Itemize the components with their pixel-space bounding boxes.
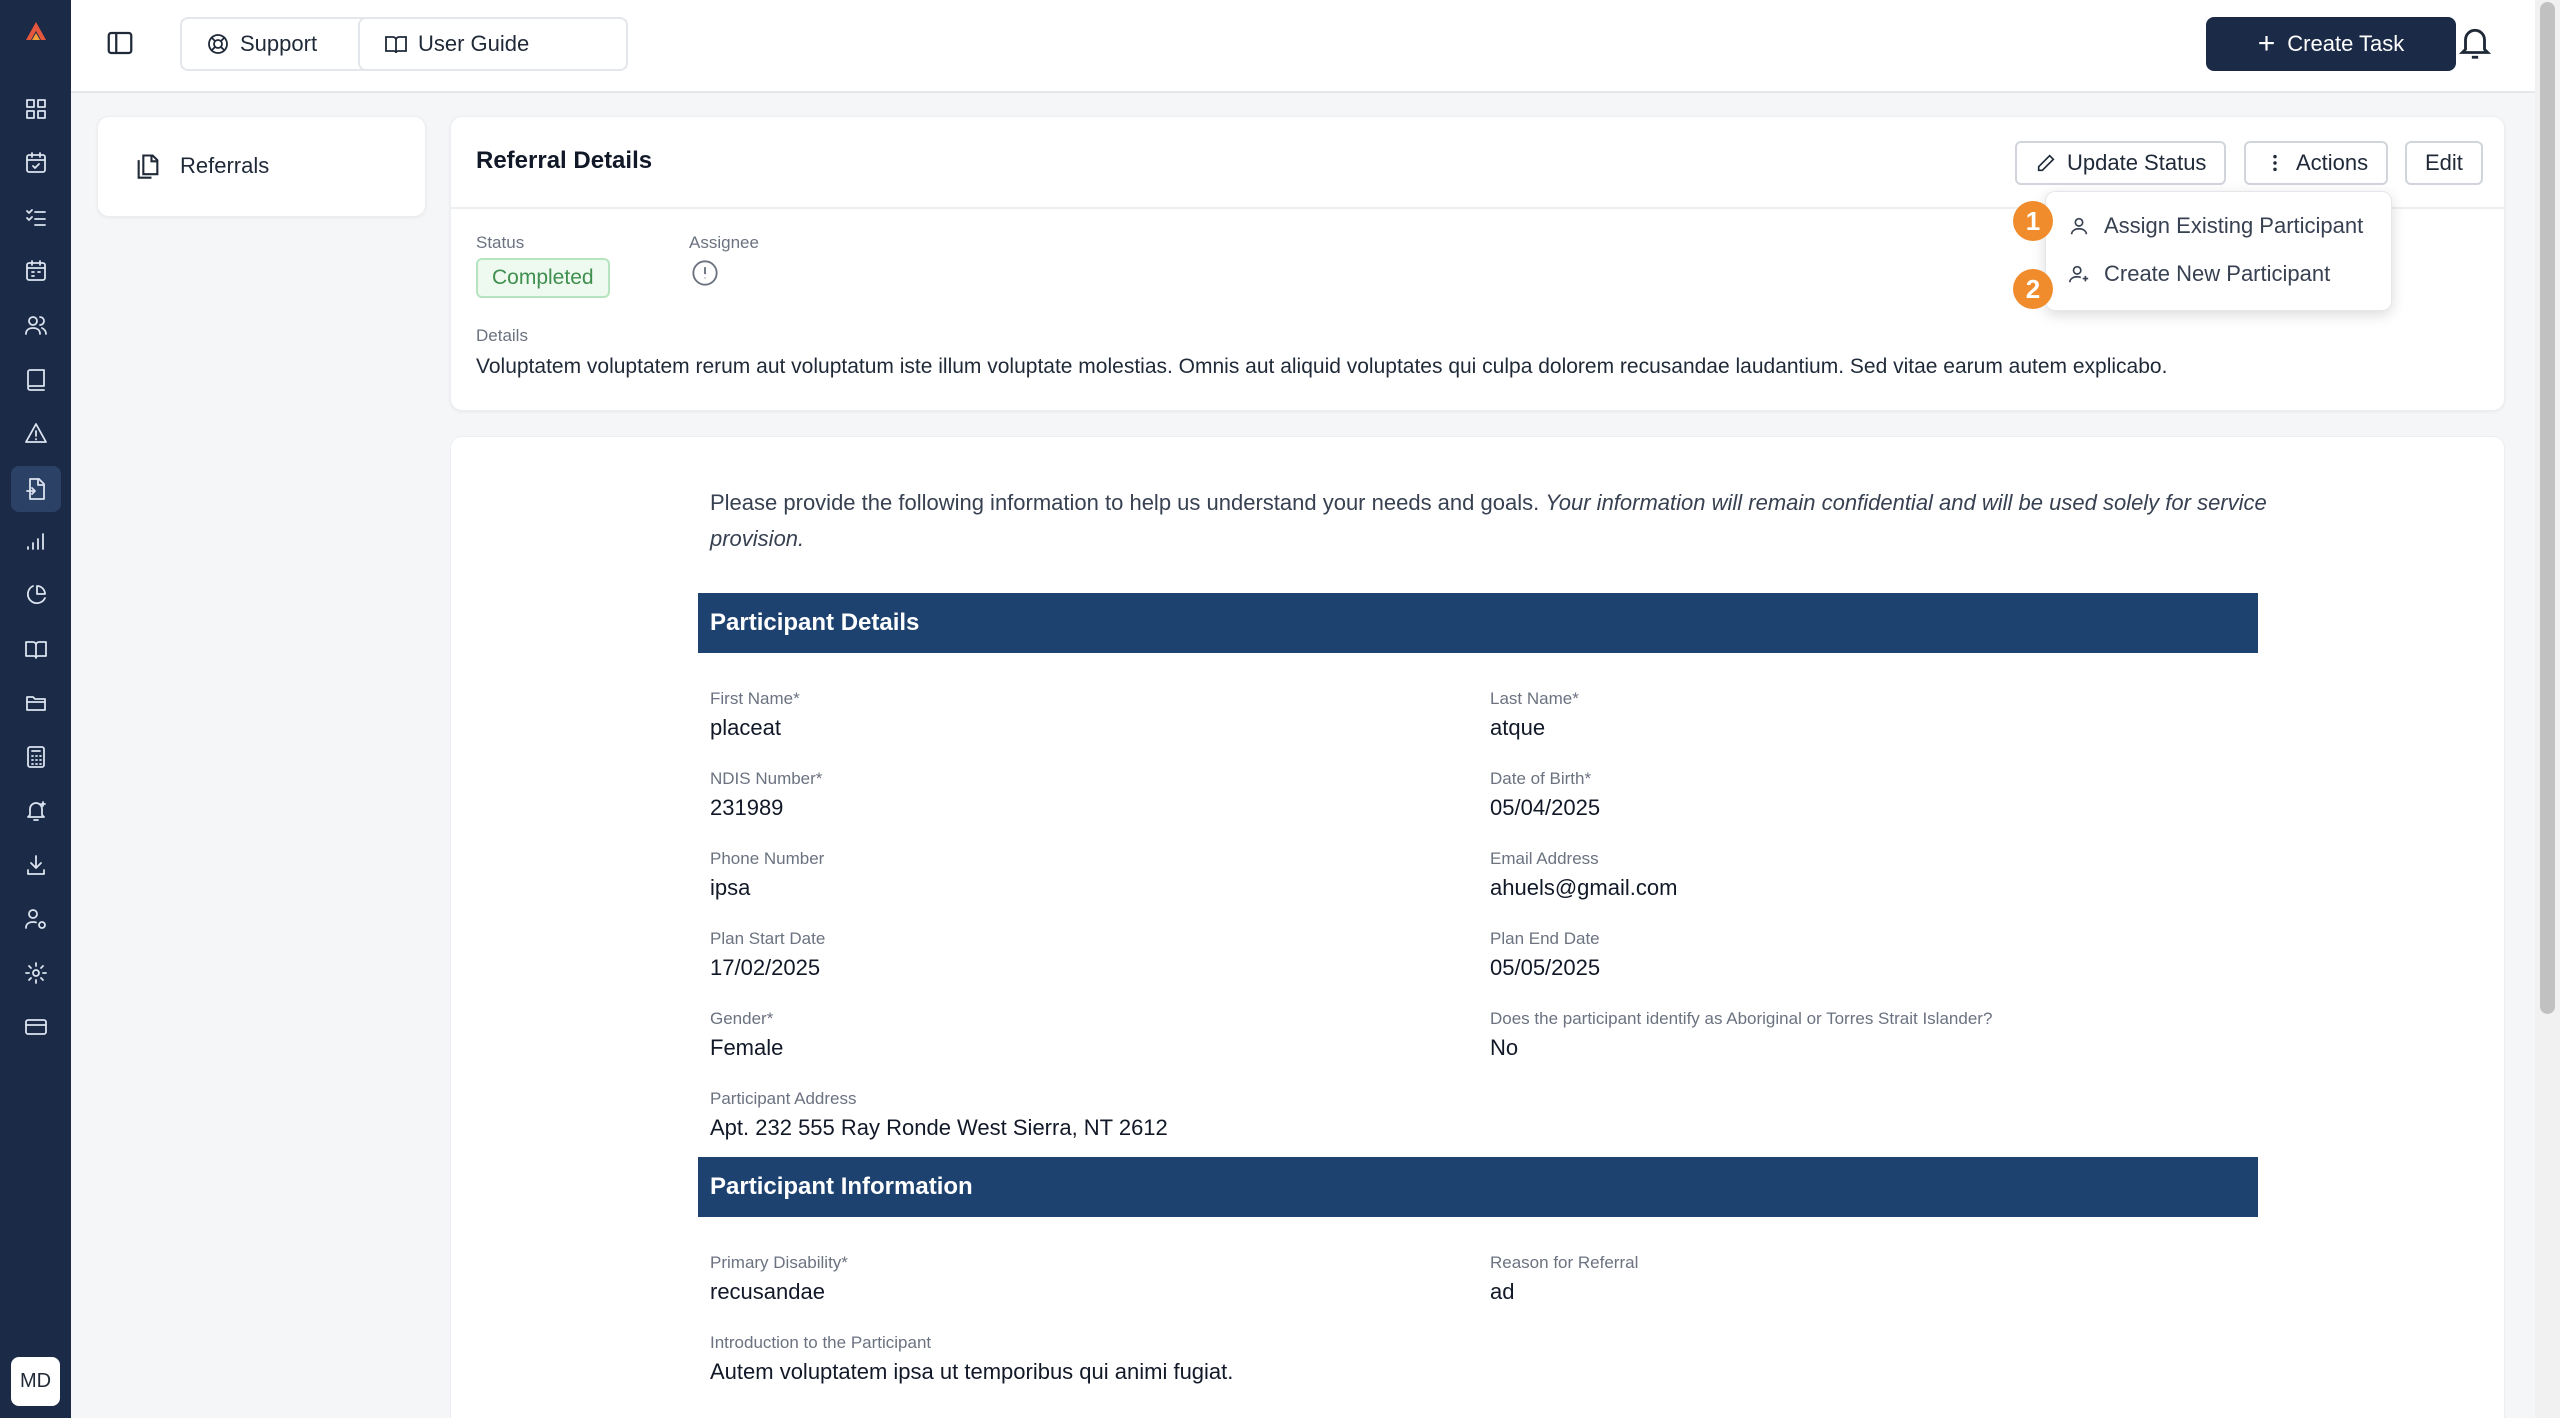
field-label: Introduction to the Participant — [710, 1333, 932, 1352]
section-header-participant-details: Participant Details — [698, 593, 2258, 653]
app-logo[interactable] — [22, 18, 50, 46]
create-task-label: Create Task — [2287, 31, 2405, 56]
sidebar-item-label: Referrals — [180, 153, 270, 178]
section-header-participant-information: Participant Information — [698, 1157, 2258, 1217]
top-bar — [71, 0, 2535, 93]
alert-icon[interactable] — [0, 408, 71, 462]
credit-card-icon[interactable] — [0, 1002, 71, 1056]
field-last-name — [1490, 689, 1579, 741]
field-label: Email Address — [1490, 849, 1599, 868]
update-status-label: Update Status — [2067, 150, 2207, 175]
field-reason-for-referral — [1490, 1253, 1638, 1305]
details-text: Voluptatem voluptatem rerum aut voluptatum iste illum voluptate molestias. Omnis aut aliquid voluptates qui culpa dolorem recusandae laudantium. Sed vitae earum autem explicabo. — [476, 355, 2168, 378]
avatar[interactable]: MD — [11, 1357, 60, 1406]
left-rail — [0, 0, 71, 1418]
field-label: Plan End Date — [1490, 929, 1600, 948]
book-open-icon — [384, 32, 408, 56]
field-value: 05/04/2025 — [1490, 795, 1601, 820]
referrals-side-card — [97, 116, 426, 217]
menu-item-label: Create New Participant — [2104, 261, 2331, 286]
user-icon — [2068, 215, 2090, 237]
pencil-icon — [2035, 152, 2057, 174]
field-email-address — [1490, 849, 1677, 901]
field-value: Autem voluptatem ipsa ut temporibus qui animi fugiat. — [710, 1359, 1234, 1384]
user-cog-icon[interactable] — [0, 894, 71, 948]
field-gender — [710, 1009, 783, 1061]
marker-badge: 2 — [2013, 269, 2053, 309]
field-label: Reason for Referral — [1490, 1253, 1639, 1272]
edit-label: Edit — [2425, 150, 2463, 175]
field-aboriginal-torres-strait — [1490, 1009, 1992, 1061]
field-phone-number — [710, 849, 824, 901]
book-open-icon[interactable] — [0, 624, 71, 678]
support-label: Support — [240, 31, 318, 56]
field-primary-disability — [710, 1253, 848, 1305]
page-scrollbar[interactable] — [2535, 0, 2560, 1418]
field-date-of-birth — [1490, 769, 1600, 821]
more-vertical-icon — [2264, 152, 2286, 174]
field-label: Last Name* — [1490, 689, 1579, 708]
user-plus-icon — [2068, 263, 2090, 285]
status-badge: Completed — [476, 258, 610, 298]
field-label: Date of Birth* — [1490, 769, 1592, 788]
menu-item-create-new-participant[interactable] — [2068, 261, 2330, 287]
book-icon[interactable] — [0, 354, 71, 408]
field-plan-end-date — [1490, 929, 1600, 981]
settings-icon[interactable] — [0, 948, 71, 1002]
calendar-check-icon[interactable] — [0, 138, 71, 192]
lifebuoy-icon — [206, 32, 230, 56]
field-value: No — [1490, 1035, 1519, 1060]
user-guide-button[interactable] — [358, 17, 628, 71]
field-ndis-number — [710, 769, 822, 821]
field-value: recusandae — [710, 1279, 825, 1304]
details-label: Details — [476, 326, 528, 345]
sidebar-item-referrals[interactable] — [134, 151, 269, 181]
actions-dropdown-menu — [2045, 191, 2392, 311]
field-first-name — [710, 689, 800, 741]
referral-form-card — [450, 436, 2505, 1418]
folder-icon[interactable] — [0, 678, 71, 732]
create-task-button[interactable] — [2206, 17, 2456, 71]
field-value: ahuels@gmail.com — [1490, 875, 1678, 900]
scrollbar-thumb[interactable] — [2540, 2, 2555, 1014]
field-introduction — [710, 1333, 1233, 1385]
intro-italic-text: Your information will remain confidential and will be used solely for service provision. — [710, 490, 2267, 551]
referral-icon[interactable] — [0, 462, 71, 516]
field-value: Female — [710, 1035, 784, 1060]
sidebar-toggle-icon[interactable] — [105, 28, 135, 58]
field-label: Plan Start Date — [710, 929, 826, 948]
form-intro — [710, 485, 2270, 557]
field-label: Primary Disability* — [710, 1253, 848, 1272]
download-icon[interactable] — [0, 840, 71, 894]
field-value: Apt. 232 555 Ray Ronde West Sierra, NT 2612 — [710, 1115, 1168, 1140]
rail-nav — [0, 84, 71, 1056]
assignee-label: Assignee — [689, 233, 759, 252]
calculator-icon[interactable] — [0, 732, 71, 786]
marker-badge: 1 — [2013, 201, 2053, 241]
plus-icon: + — [2257, 27, 2276, 60]
bell-icon[interactable] — [2456, 24, 2494, 62]
field-value: atque — [1490, 715, 1546, 740]
assignee-info-icon[interactable] — [691, 259, 719, 287]
copy-icon — [134, 151, 162, 181]
field-value: placeat — [710, 715, 781, 740]
field-label: Gender* — [710, 1009, 774, 1028]
field-value: 231989 — [710, 795, 784, 820]
chart-icon[interactable] — [0, 516, 71, 570]
field-label: NDIS Number* — [710, 769, 823, 788]
field-value: 05/05/2025 — [1490, 955, 1601, 980]
bell-plus-icon[interactable] — [0, 786, 71, 840]
pie-chart-icon[interactable] — [0, 570, 71, 624]
users-icon[interactable] — [0, 300, 71, 354]
actions-button[interactable] — [2244, 141, 2388, 185]
menu-item-label: Assign Existing Participant — [2104, 213, 2364, 238]
field-label: Does the participant identify as Aboriginal or Torres Strait Islander? — [1490, 1009, 1993, 1028]
field-label: First Name* — [710, 689, 800, 708]
dashboard-icon[interactable] — [0, 84, 71, 138]
field-label: Participant Address — [710, 1089, 857, 1108]
user-guide-label: User Guide — [418, 31, 530, 56]
page-title: Referral Details — [476, 147, 653, 174]
field-value: ipsa — [710, 875, 751, 900]
field-value: 17/02/2025 — [710, 955, 821, 980]
field-plan-start-date — [710, 929, 825, 981]
field-label: Phone Number — [710, 849, 825, 868]
edit-button[interactable] — [2405, 141, 2483, 185]
menu-item-assign-existing-participant[interactable] — [2068, 213, 2363, 239]
update-status-button[interactable] — [2015, 141, 2226, 185]
intro-text: Please provide the following information to help us understand your needs and goals. — [710, 490, 1546, 515]
task-list-icon[interactable] — [0, 192, 71, 246]
actions-label: Actions — [2296, 150, 2369, 175]
field-participant-address — [710, 1089, 1168, 1141]
status-label: Status — [476, 233, 525, 252]
field-value: ad — [1490, 1279, 1515, 1304]
calendar-icon[interactable] — [0, 246, 71, 300]
